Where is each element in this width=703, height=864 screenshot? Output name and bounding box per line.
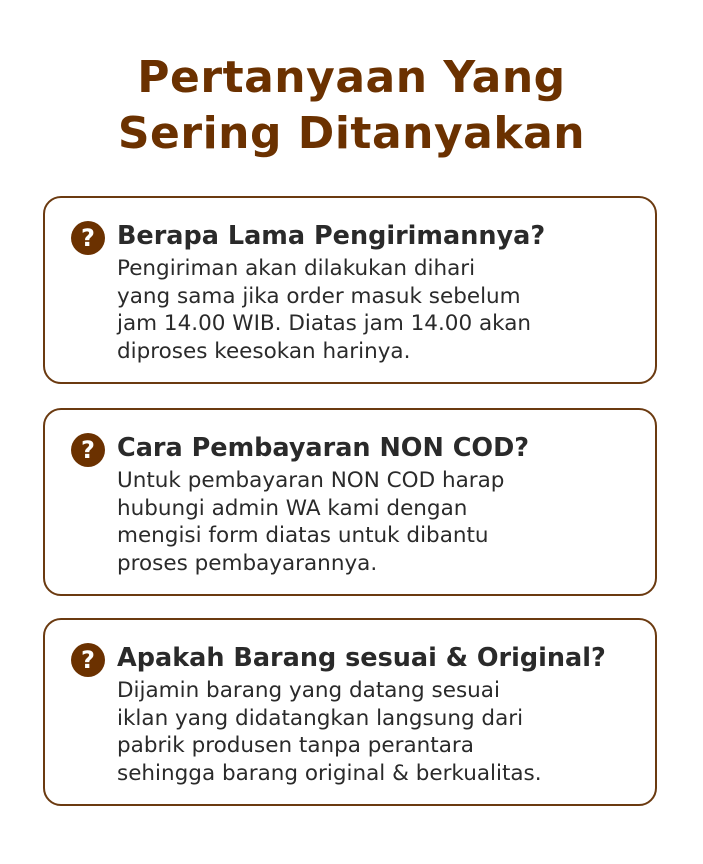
faq-answer-line: hubungi admin WA kami dengan: [117, 495, 468, 521]
page-title-line-1: Pertanyaan Yang: [137, 52, 566, 103]
faq-answer-line: iklan yang didatangkan langsung dari: [117, 705, 524, 731]
faq-question: Berapa Lama Pengirimannya?: [117, 221, 546, 251]
faq-answer-line: diproses keesokan harinya.: [117, 338, 411, 364]
faq-question: Cara Pembayaran NON COD?: [117, 433, 530, 463]
faq-answer-line: Pengiriman akan dilakukan dihari: [117, 256, 476, 281]
page-title: [0, 50, 703, 162]
faq-answer-line: Dijamin barang yang datang sesuai: [117, 678, 500, 703]
faq-item-shipping-time[interactable]: [43, 196, 657, 384]
faq-item-non-cod-payment[interactable]: [43, 408, 657, 596]
faq-question: Apakah Barang sesuai & Original?: [117, 643, 606, 673]
question-circle-icon: ?: [71, 221, 105, 255]
faq-answer-line: proses pembayarannya.: [117, 550, 378, 576]
page-title-line-2: Sering Ditanyakan: [117, 108, 586, 159]
faq-answer-line: yang sama jika order masuk sebelum: [117, 283, 521, 309]
faq-answer-line: mengisi form diatas untuk dibantu: [117, 523, 489, 548]
faq-answer-line: jam 14.00 WIB. Diatas jam 14.00 akan: [117, 311, 532, 336]
faq-answer: [117, 255, 645, 365]
question-circle-icon: ?: [71, 643, 105, 677]
faq-answer: [117, 677, 645, 787]
faq-answer-line: Untuk pembayaran NON COD harap: [117, 468, 505, 493]
question-circle-icon: ?: [71, 433, 105, 467]
faq-item-original-goods[interactable]: [43, 618, 657, 806]
faq-answer-line: sehingga barang original & berkualitas.: [117, 760, 542, 786]
faq-answer: [117, 467, 645, 577]
faq-answer-line: pabrik produsen tanpa perantara: [117, 733, 474, 758]
